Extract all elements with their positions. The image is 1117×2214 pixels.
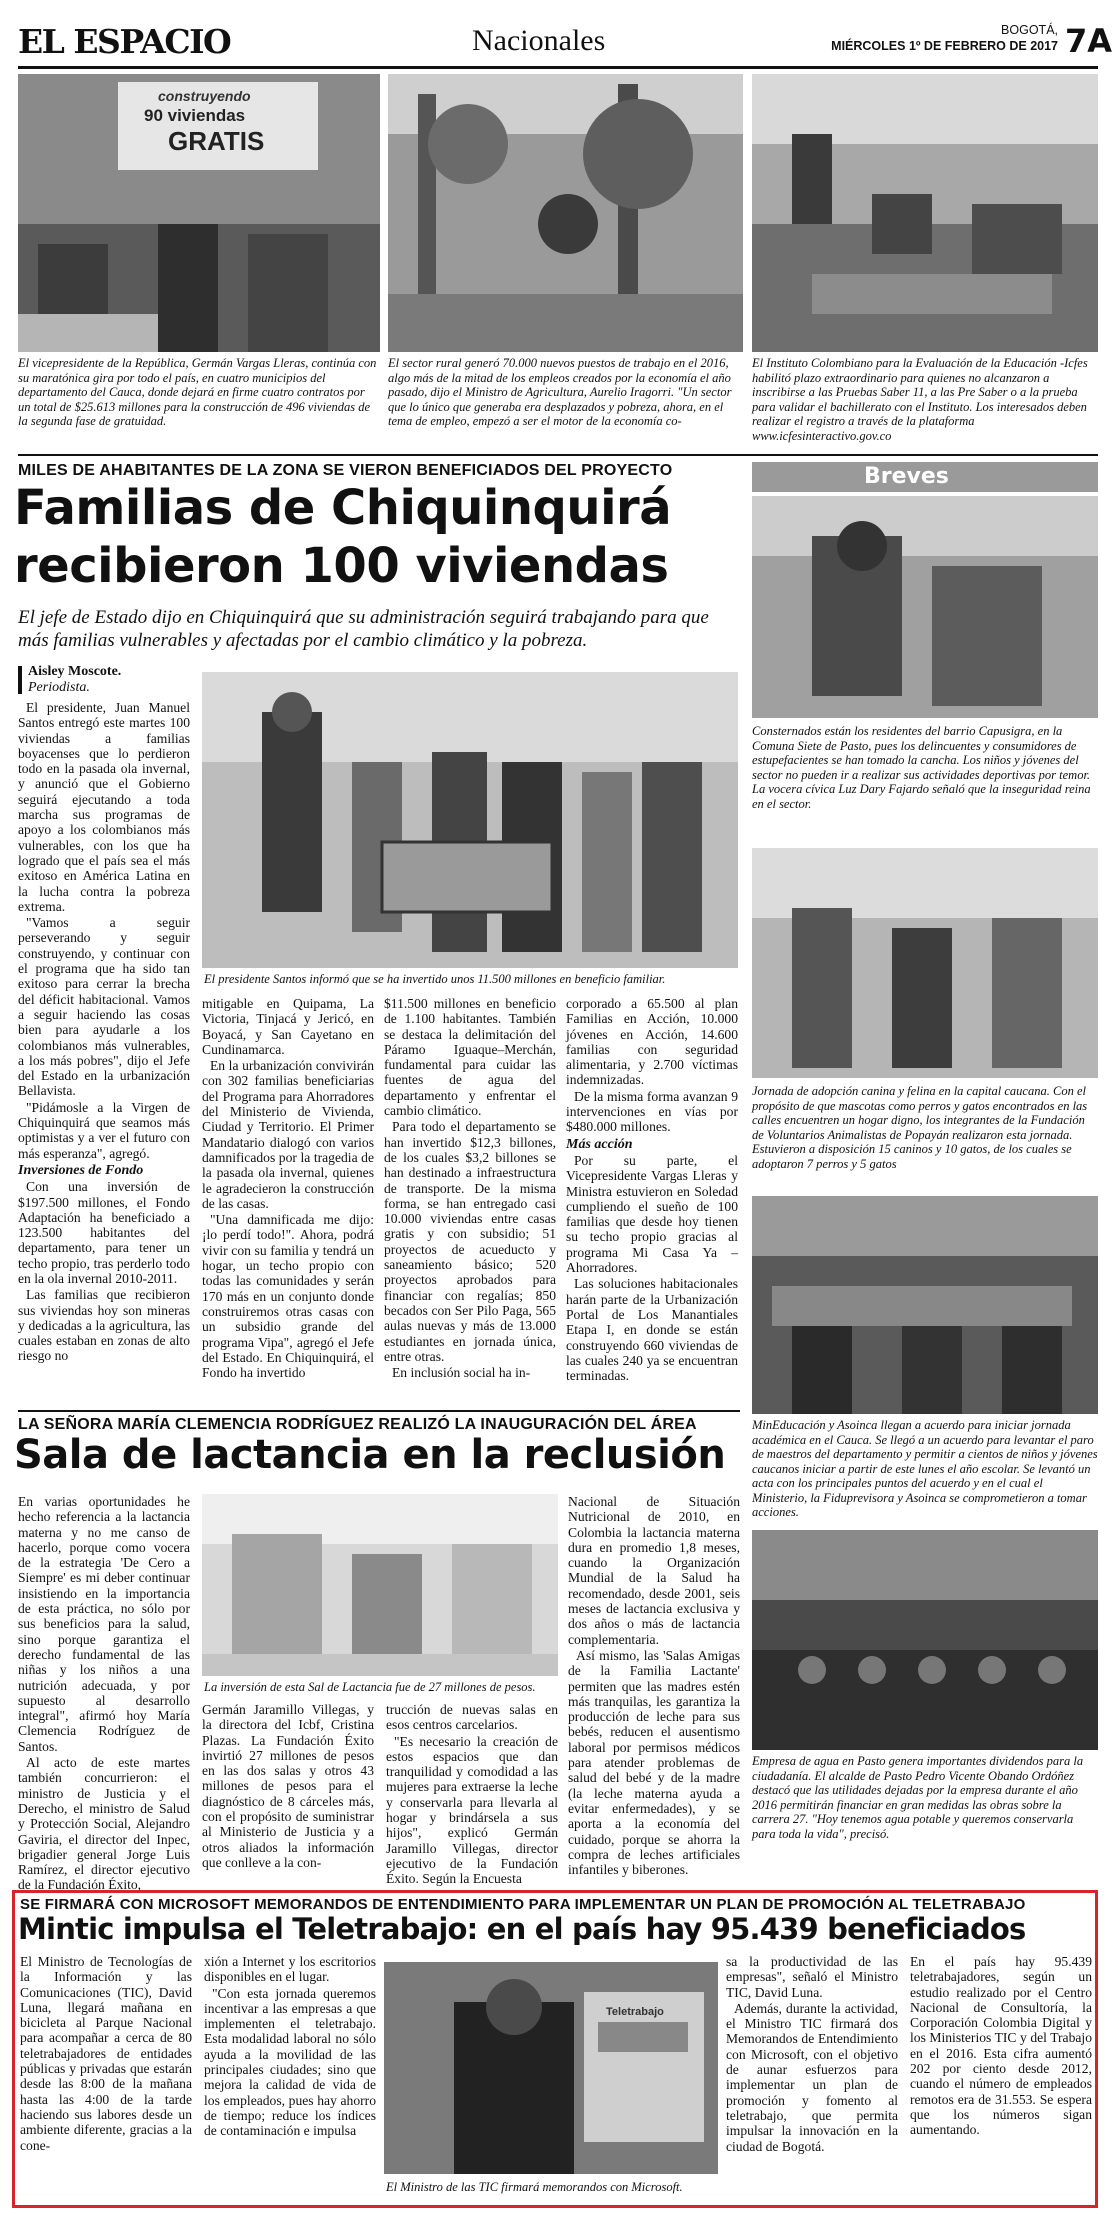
top-caption-2: El sector rural generó 70.000 nuevos puestos de trabajo en el 2016, algo más de la mitad de los empleos creados por la economía el año pasado, dijo el Ministro de Agricultura, Aurelio Iragorri. "Un sector que lo único que generaba era desplazados y pobreza, ahora, en el tema de empleo, empezó a ser el motor de la economía co- [388,356,732,428]
author-name: Aisley Moscote. [28,664,122,679]
mintic-col2-p1: xión a Internet y los escritorios disponibles en el lugar. [204,1954,376,1985]
main-kicker: MILES DE AHABITANTES DE LA ZONA SE VIERON BENEFICIADOS DEL PROYECTO [18,462,673,479]
top-section-rule [18,454,1098,456]
main-col2-p1: mitigable en Quipama, La Victoria, Tinjacá y Jericó, en Boyacá, y San Cayetano en Cundinamarca. [202,996,374,1057]
mintic-photo [384,1962,718,2174]
mintic-photo-banner: Teletrabajo [606,2006,664,2018]
mintic-column-1 [20,1954,192,2202]
brief4-text: Empresa de agua en Pasto genera importantes dividendos para la ciudadanía. El alcalde de Pasto Pedro Vicente Obando Ordóñez destacó que las utilidades dejadas por la empresa durante el año 2016 permitirán financiar en gran medidas las obras sobre la carrera 27. "Hoy tenemos agua potable y queremos conservarla para toda la vida", precisó. [752,1754,1084,1841]
top-photo-classroom [752,74,1098,352]
lactancia-photo [202,1494,558,1676]
brief3-photo [752,1196,1098,1414]
lactancia-col4-p2: Así mismo, las 'Salas Amigas de la Familia Lactante' permiten que las madres estén más tranquilas, les garantiza la producción de leche para sus bebés, reducen el ausentismo laboral por permisos médicos para atender problemas de salud del bebé y de la madre (la leche materna ayuda a evitar enfermedades), y se aporta a la economía del cuidado, porque se ahorra la compra de leches artificiales infantiles y biberones. [568,1647,740,1878]
lactancia-column-1 [18,1494,190,1893]
mintic-col3-p2: Además, durante la actividad, el Ministro TIC firmará dos Memorandos de Entendimiento con Microsoft, con el objetivo de aunar esfuerzos para implementar un plan de promoción y fomento al teletrabajo, que permita impulsar la innovación en la ciudad de Bogotá. [726,2000,898,2154]
top-photo-vice-president [18,74,380,352]
top-caption-3: El Instituto Colombiano para la Evaluación de la Educación -Icfes habilitó plazo extraordinario para quienes no alcanzaron a inscribirse a las Pruebas Saber 11, a las Pre Saber o a la prueba para validar el bachillerato con el Instituto. Los interesados deben realizar el registro a través de la plataforma www.icfesinteractivo.gov.co [752,356,1088,443]
main-col3-p1: $11.500 millones en beneficio de 1.100 habitantes. También se destaca la delimitación del Páramo Iguaque–Merchán, fundamental para cuidar las fuentes de agua del departamento y enfrentar el cambio climático. [384,996,556,1119]
top-caption-1: El vicepresidente de la República, Germán Vargas Lleras, continúa con su maratónica gira por todo el país, en cuatro municipios del departamento del Cauca, donde dejará en firme cuatro contratos por un total de $25.613 millones para la construcción de 496 viviendas de la segunda fase de gratuidad. [18,356,377,428]
mintic-kicker: SE FIRMARÁ CON MICROSOFT MEMORANDOS DE ENTENDIMIENTO PARA IMPLEMENTAR UN PLAN DE PROMOCIÓN AL TELETRABAJO [20,1896,1026,1913]
brief2-photo [752,848,1098,1078]
brief3-text: MinEducación y Asoinca llegan a acuerdo para iniciar jornada académica en el Cauca. Se llegó a un acuerdo para levantar el paro de maestros del departamento y permitir a cientos de niños y jóvenes caucanos iniciar a partir de este lunes el año escolar. Se levantó un acta con los principales puntos del acuerdo y en el cual el Ministerio, la Fiduprevisora y Asoinca se comprometieron a tomar acciones. [752,1418,1098,1519]
author-bar [18,666,22,694]
lactancia-col1-p2: Al acto de este martes también concurrieron: el ministro de Justicia y el Derecho, el ministro de Salud y Protección Social, Alejandro Gaviria, el director del Inpec, brigadier general Jorge Luis Ramírez, el director ejecutivo de la Fundación Éxito, [18,1755,190,1893]
main-deck: El jefe de Estado dijo en Chiquinquirá que su administración seguirá trabajando para que más familias vulnerables y afectadas por el cambio climático y la pobreza. [18,607,709,651]
top-photo-rural-worker [388,74,743,352]
main-column-2 [202,996,374,1406]
header-date: MIÉRCOLES 1º DE FEBRERO DE 2017 [831,39,1058,53]
main-column-1 [18,700,190,1405]
main-col4-subhead: Más acción [566,1136,633,1152]
main-col4-p1: corporado a 65.500 al plan Familias en Acción, 10.000 jóvenes en Acción, 14.600 familias con seguridad alimentaria, y 2.700 víctimas indemnizadas. [566,996,738,1088]
lactancia-rule [18,1410,740,1412]
main-col1-p5: Las familias que recibieron sus viviendas hoy son mineras y dedicadas a la agricultura, las cuales estaban en zonas de alto riesgo no [18,1287,190,1364]
mintic-column-3 [726,1954,898,2202]
banner-line1: construyendo [158,88,251,104]
header-city: BOGOTÁ, [1001,23,1058,37]
main-photo-caption: El presidente Santos informó que se ha invertido unos 11.500 millones en beneficio familiar. [204,972,666,986]
mintic-col3-p1: sa la productividad de las empresas", señaló el Ministro TIC, David Luna. [726,1954,898,2000]
mintic-column-2 [204,1954,376,2139]
main-headline-line1: Familias de Chiquinquirá [14,480,672,536]
header-rule [18,66,1098,69]
brief1-photo [752,496,1098,718]
main-col3-p3: En inclusión social ha in- [392,1365,531,1381]
main-column-4 [566,996,738,1406]
lactancia-col3-p1: trucción de nuevas salas en esos centros carcelarios. [386,1702,558,1733]
main-col4-p4: Las soluciones habitacionales harán parte de la Urbanización Portal de Los Manantiales Etapa I, en donde se están construyendo 660 viviendas de las cuales 240 ya se encuentran terminadas. [566,1276,738,1384]
banner-line3: GRATIS [168,126,265,156]
brief4-photo [752,1530,1098,1750]
lactancia-column-3 [386,1702,558,1887]
lactancia-col1-p1: En varias oportunidades he hecho referencia a la lactancia materna y no me canso de hacerlo, porque como vocera de la estrategia 'De Cero a Siempre' es mi deber continuar insistiendo en la importancia de esta práctica, no sólo por sus beneficios para la salud, sino porque garantiza el derecho fundamental de las niñas y los niños a una nutrición adecuada, y por supuesto al desarrollo integral", afirmó hoy María Clemencia Rodríguez de Santos. [18,1494,190,1754]
section-title: Nacionales [472,24,606,57]
mintic-col4-p1: En el país hay 95.439 teletrabajadores, según un estudio realizado por el Centro Nacional de Consultoría, la Corporación Colombia Digital y los Ministerios TIC y del Trabajo en el 2016. Esta cifra aumentó 202 por ciento desde 2012, cuando el número de empleados remotos era de 31.553. Se espera que los números sigan aumentando. [910,1954,1092,2138]
main-col1-p4: Con una inversión de $197.500 millones, el Fondo Adaptación ha beneficiado a 123.500 habitantes del departamento, para tener un techo propio, tras perderlo todo en la ola invernal 2010-2011. [18,1179,190,1286]
brief2-text: Jornada de adopción canina y felina en la capital caucana. Con el propósito de que mascotas como perros y gatos encontrados en las calles encuentren un hogar digno, los integrantes de la Fundación de Voluntarios Animalistas de Popayán realizaron esta jornada. Estuvieron a disposición 15 caninos y 10 gatos, de los cuales se adoptaron 7 perros y 5 gatos [752,1084,1088,1171]
main-col2-p2: En la urbanización convivirán con 302 familias beneficiarias del Programa para Ahorradores del Ministerio de Vivienda, Ciudad y Territorio. El Primer Mandatario dialogó con varios damnificados por la tragedia de la pasada ola invernal, quienes le agradecieron la construcción de las casas. [202,1058,374,1211]
main-column-3 [384,996,556,1406]
main-headline-line2: recibieron 100 viviendas [14,538,669,594]
breves-title: Breves [864,464,949,489]
main-col1-subhead: Inversiones de Fondo [18,1162,144,1178]
lactancia-column-2 [202,1702,374,1870]
author-role: Periodista. [28,680,90,695]
main-col1-p1: El presidente, Juan Manuel Santos entregó este martes 100 viviendas a familias boyacenses que lo perdieron todo en la pasada ola invernal, y anunció que el Gobierno seguirá ejecutando a toda marcha sus programas de apoyo a los colombianos más vulnerables, con los que ha logrado que el país sea el más exitoso en América Latina en la lucha contra la pobreza extrema. [18,700,190,914]
lactancia-kicker: LA SEÑORA MARÍA CLEMENCIA RODRÍGUEZ REALIZÓ LA INAUGURACIÓN DEL ÁREA [18,1416,697,1433]
banner-line2: 90 viviendas [144,106,246,125]
mintic-photo-caption: El Ministro de las TIC firmará memorandos con Microsoft. [386,2180,683,2194]
main-col4-p2: De la misma forma avanzan 9 intervenciones en vías por $480.000 millones. [566,1088,738,1135]
main-photo-president [202,672,738,968]
main-col4-p3: Por su parte, el Vicepresidente Vargas Lleras y Ministra estuvieron en Soledad cumpliendo el sueño de 100 familias que desde hoy tienen su techo propio gracias al programa Mi Casa Ya – Ahorradores. [566,1152,738,1276]
lactancia-column-4 [568,1494,740,1878]
main-col3-p2: Para todo el departamento se han invertido $12,3 billones, de los cuales $3,2 billones se han destinado a infraestructura de transporte. De la misma forma, se han entregado casi 10.000 viviendas entre casas gratis y con subsidio; 51 proyectos de acueducto y saneamiento básico; 520 proyectos aprobados para financiar con regalías; 850 becados con Ser Pilo Paga, 565 aulas nuevas y más de 13.000 estudiantes en jornada única, entre otras. [384,1119,556,1364]
lactancia-col4-p1: Nacional de Situación Nutricional de 2010, en Colombia la lactancia materna dura en promedio 1,8 meses, cuando la Organización Mundial de la Salud ha recomendado, desde 2001, seis meses de lactancia exclusiva y dos años o más de lactancia complementaria. [568,1494,740,1647]
main-col2-p3: "Una damnificada me dijo: ¡lo perdí todo!". Ahora, podrá vivir con su familia y tendrá un hogar, un techo propio con todas las comunidades y serán 170 más en un conjunto donde construiremos otras casas con un subsidio grande del programa Vipa", agregó el Jefe del Estado. En Chiquinquirá, el Fondo ha invertido [202,1212,374,1381]
lactancia-photo-caption: La inversión de esta Sal de Lactancia fue de 27 millones de pesos. [204,1680,536,1694]
lactancia-headline: Sala de lactancia en la reclusión [14,1432,726,1478]
lactancia-col3-p2: "Es necesario la creación de estos espacios que dan tranquilidad y comodidad a las mujeres para extraerse la leche y conservarla para llevarla al hogar y brindársela a sus hijos", explicó Germán Jaramillo Villegas, director ejecutivo de la Fundación Éxito. Según la Encuesta [386,1733,558,1887]
mintic-column-4 [910,1954,1092,2202]
page-number: 7A [1065,22,1113,60]
masthead: EL ESPACIO [18,22,231,61]
mintic-col1-p1: El Ministro de Tecnologías de la Información y las Comunicaciones (TIC), David Luna, llegará mañana en bicicleta al Parque Nacional para acompañar a cerca de 80 teletrabajadores de entidades públicas y privadas que estarán desde las 8:00 de la mañana hasta las 4:00 de la tarde haciendo sus labores desde un ambiente diferente, gracias a la cone- [20,1954,192,2153]
main-col1-p2: "Vamos a seguir perseverando y seguir construyendo, y continuar con el programa que ha sido tan exitoso para cerrar la brecha del déficit habitacional. Vamos a seguir haciendo las cosas bien para ayudarle a los colombianos más vulnerables, a los más pobres", dijo el Jefe del Estado en la urbanización Bellavista. [18,915,190,1099]
breves-header [752,462,1098,492]
brief1-text: Consternados están los residentes del barrio Capusigra, en la Comuna Siete de Pasto, pues los delincuentes y consumidores de estupefacientes se han tomado la cancha. Los niños y jóvenes del sector no pueden ir a realizar sus actividades deportivas por temor. La vocera cívica Luz Dary Fajardo señaló que la inseguridad reina en el sector. [752,724,1091,811]
lactancia-col2-p1: Germán Jaramillo Villegas, y la directora del Icbf, Cristina Plazas. La Fundación Éxito invirtió 27 millones de pesos en las dos salas y otros 43 millones de pesos para el diagnóstico de 8 cárceles más, con el propósito de suministrar al Ministerio de Justicia y a otros aliados la información que conlleve a la con- [202,1702,374,1870]
mintic-headline: Mintic impulsa el Teletrabajo: en el país hay 95.439 beneficiados [18,1912,1026,1946]
main-col1-p3: "Pidámosle a la Virgen de Chiquinquirá que seamos más optimistas y a ver el futuro con más esperanza", agregó. [18,1099,190,1161]
mintic-col2-p2: "Con esta jornada queremos incentivar a las empresas a que implementen el teletrabajo. Esta modalidad laboral no sólo ayuda a la movilidad de las principales ciudades; sino que mejora la calidad de vida de los empleados, pues hay ahorro de tiempo; reduce los índices de contaminación e impulsa [204,1985,376,2139]
